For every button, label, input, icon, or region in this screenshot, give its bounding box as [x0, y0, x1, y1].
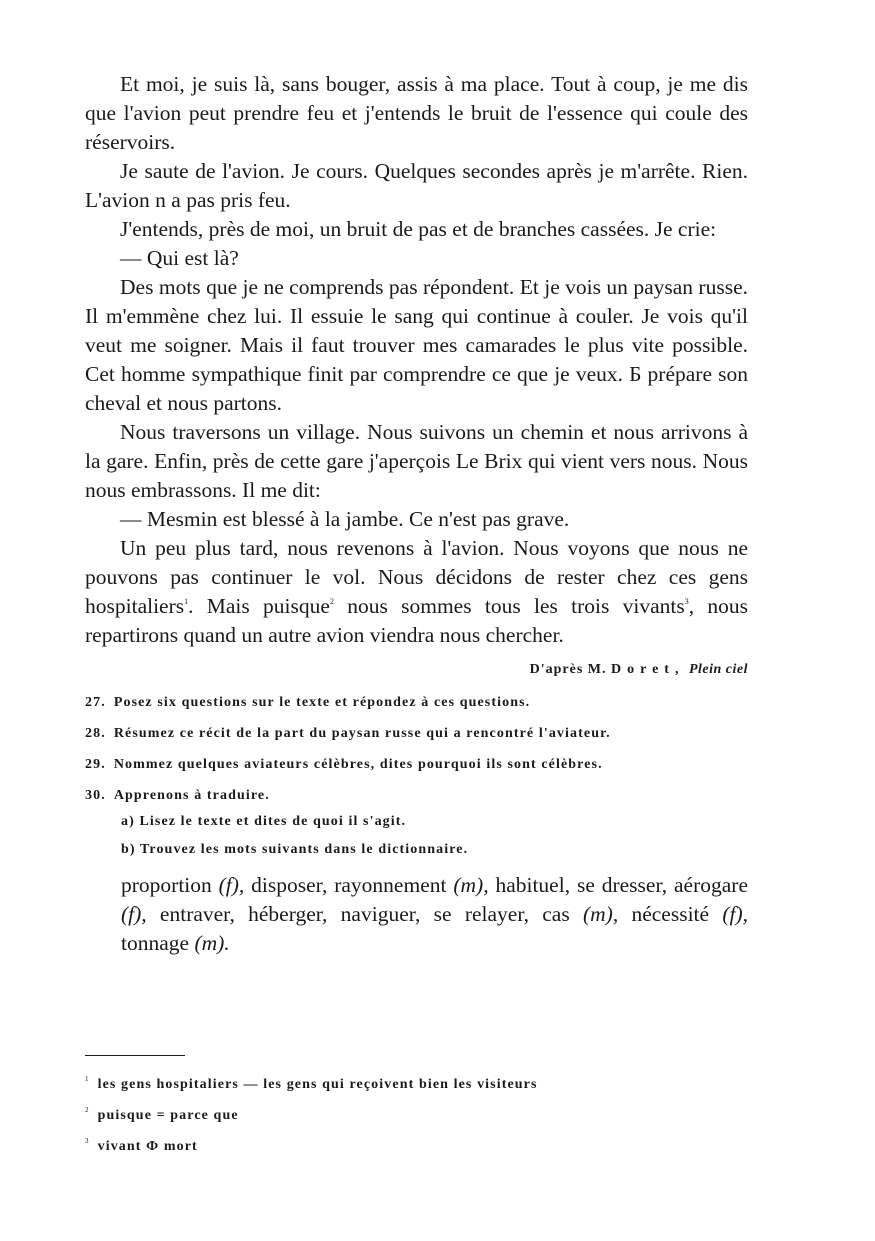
exercise-number: 27. [85, 695, 106, 710]
gender-mark: (f), [722, 902, 748, 926]
exercise-subitem: a) Lisez le texte et dites de quoi il s'agit. [121, 814, 407, 829]
footnote-ref: 3 [684, 597, 689, 606]
paragraph: Nous traversons un village. Nous suivons un chemin et nous arrivons à la gare. Enfin, près de cette gare j'aperçois Le Brix qui vient vers nous. Nous nous embrassons. Il me dit: [85, 420, 748, 502]
exercise-text: Nommez quelques aviateurs célèbres, dites pourquoi ils sont célèbres. [113, 757, 603, 772]
footnote-text: vivant Ф mort [97, 1139, 198, 1154]
gender-mark: (m), [453, 873, 489, 897]
footnote-text: les gens hospitaliers — les gens qui reçoivent bien les visiteurs [97, 1077, 538, 1092]
footnote-mark: 3 [85, 1137, 90, 1145]
word: disposer, rayonnement [244, 873, 454, 897]
gender-mark: (m). [194, 931, 230, 955]
paragraph: Je saute de l'avion. Je cours. Quelques secondes après je m'arrête. Rien. L'avion n a pas pris feu. [85, 159, 748, 212]
footnote-text: puisque = parce que [97, 1108, 239, 1123]
paragraph: J'entends, près de moi, un bruit de pas et de branches cassées. Je crie: [120, 217, 717, 241]
paragraph-final [85, 534, 748, 650]
text-segment: . Mais puisque [188, 594, 330, 618]
gender-mark: (m), [582, 902, 619, 926]
footnote [85, 1132, 748, 1156]
dialogue-line: — Qui est là? [120, 246, 239, 270]
footnote-mark: 2 [85, 1106, 90, 1114]
source-book: Plein ciel [688, 662, 748, 677]
source-citation [85, 662, 748, 678]
exercise-text: Posez six questions sur le texte et répondez à ces questions. [113, 695, 531, 710]
gender-mark: (f), [218, 873, 245, 897]
dialogue-line: — Mesmin est blessé à la jambe. Ce n'est pas grave. [120, 507, 570, 531]
footnotes [85, 1070, 748, 1163]
footnote [85, 1101, 748, 1125]
source-prefix: D'après M. [529, 662, 607, 677]
exercise-item [85, 787, 748, 805]
text-segment: Un peu plus tard, nous revenons à l'avion. Nous voyons que nous ne pouvons pas continuer le vol. Nous décidons de rester chez ces gens hospitaliers [85, 536, 748, 618]
word: tonnage [121, 931, 195, 955]
exercise-number: 30. [85, 788, 106, 803]
paragraph: Des mots que je ne comprends pas répondent. Et je vois un paysan russe. Il m'emmène chez lui. Il essuie le sang qui continue à couler. Je vois qu'il veut me soigner. Mais il faut trouver mes camarades le plus vite possible. Cet homme sympathique finit par comprendre ce que je veux. Б prépare son cheval et nous partons. [85, 275, 748, 415]
exercise-number: 29. [85, 757, 106, 772]
text-segment: nous sommes tous les trois vivants [333, 594, 685, 618]
exercise-number: 28. [85, 726, 106, 741]
paragraph: Et moi, je suis là, sans bouger, assis à ma place. Tout à coup, je me dis que l'avion peut prendre feu et j'entends le bruit de l'essence qui coule des réservoirs. [85, 72, 748, 154]
exercise-item [85, 694, 748, 712]
exercise-subitem: b) Trouvez les mots suivants dans le dictionnaire. [121, 842, 469, 857]
footnote-divider [85, 1055, 185, 1056]
word: nécessité [618, 902, 723, 926]
word: entraver, héberger, naviguer, se relayer, cas [146, 902, 583, 926]
page-body [85, 70, 748, 958]
exercise-list [85, 694, 748, 859]
exercise-text: Résumez ce récit de la part du paysan russe qui a rencontré l'aviateur. [113, 726, 611, 741]
exercise-text: Apprenons à traduire. [113, 788, 270, 803]
gender-mark: (f), [121, 902, 147, 926]
footnote-mark: 1 [85, 1075, 90, 1083]
exercise-item [85, 756, 748, 774]
vocabulary-list [121, 871, 748, 958]
footnote-ref: 1 [184, 597, 189, 606]
exercise-item [85, 725, 748, 743]
footnote-ref: 2 [329, 597, 334, 606]
source-author: Doret, [611, 662, 685, 677]
word: habituel, se dresser, aérogare [488, 873, 748, 897]
footnote [85, 1070, 748, 1094]
text-segment: , nous repartirons quand un autre avion viendra nous chercher. [85, 594, 748, 647]
word: proportion [121, 873, 219, 897]
